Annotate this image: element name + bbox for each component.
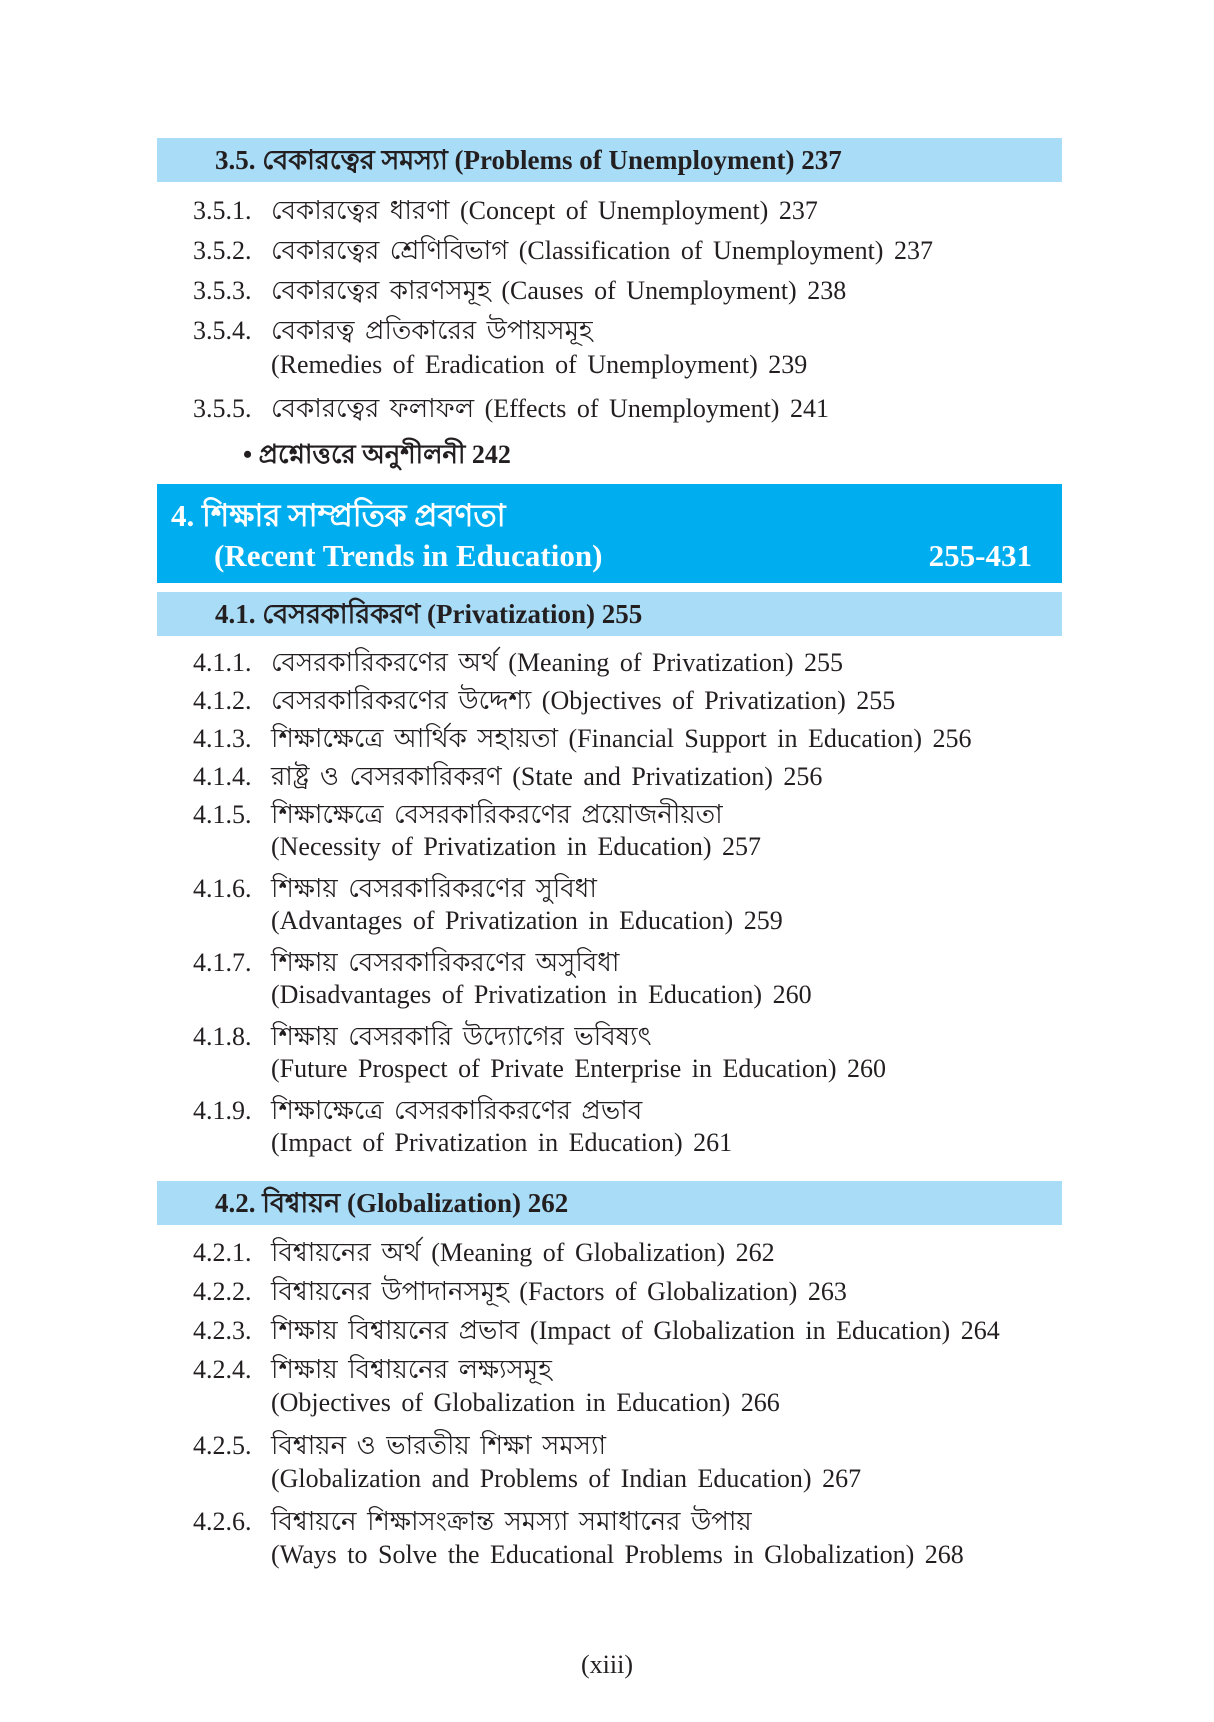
- entry-number: 3.5.2.: [193, 236, 252, 265]
- page-number: (xiii): [581, 1650, 633, 1679]
- entry-title-continued: (Necessity of Privatization in Education) 257: [271, 832, 762, 861]
- entry-number: 4.1.5.: [193, 800, 252, 829]
- entry-title: শিক্ষায় বেসরকারিকরণের সুবিধা: [271, 874, 597, 903]
- entry-title-continued: (Ways to Solve the Educational Problems in Globalization) 268: [271, 1540, 964, 1569]
- section-heading-4-2: 4.2. বিশ্বায়ন (Globalization) 262: [157, 1181, 1062, 1225]
- toc-entry: [193, 310, 593, 354]
- entry-title-continued: (Advantages of Privatization in Education) 259: [271, 906, 783, 935]
- entry-title: বেসরকারিকরণের উদ্দেশ্য (Objectives of Privatization) 255: [271, 686, 896, 715]
- entry-number: 4.2.6.: [193, 1507, 252, 1536]
- chapter-title-bengali: 4. শিক্ষার সাম্প্রতিক প্রবণতা: [171, 498, 506, 533]
- section-heading-4-1: 4.1. বেসরকারিকরণ (Privatization) 255: [157, 592, 1062, 636]
- chapter-title-english: (Recent Trends in Education): [214, 538, 603, 573]
- entry-number: 4.1.8.: [193, 1022, 252, 1051]
- entry-title: বিশ্বায়ন ও ভারতীয় শিক্ষা সমস্যা: [271, 1431, 607, 1460]
- toc-entry: [193, 1349, 552, 1393]
- entry-number: 4.2.2.: [193, 1277, 252, 1306]
- entry-title: বেকারত্বের কারণসমূহ (Causes of Unemployment) 238: [271, 276, 847, 305]
- chapter-4-heading: [157, 484, 1062, 583]
- entry-title: শিক্ষায় বেসরকারি উদ্যোগের ভবিষ্যৎ: [271, 1022, 652, 1051]
- entry-title: বেকারত্বের ধারণা (Concept of Unemployment) 237: [271, 196, 818, 225]
- entry-title-continued: (Globalization and Problems of Indian Education) 267: [271, 1464, 862, 1493]
- entry-title-continued: (Remedies of Eradication of Unemployment) 239: [271, 350, 808, 379]
- entry-title: শিক্ষায় বিশ্বায়নের প্রভাব (Impact of Globalization in Education) 264: [271, 1316, 1000, 1345]
- entry-number: 3.5.4.: [193, 316, 252, 345]
- toc-entry: [193, 190, 818, 234]
- toc-entry: [193, 270, 846, 314]
- entry-title: বেকারত্বের ফলাফল (Effects of Unemployment) 241: [271, 394, 829, 423]
- toc-entry: [193, 388, 829, 432]
- entry-number: 4.2.4.: [193, 1355, 252, 1384]
- entry-title-continued: (Disadvantages of Privatization in Education) 260: [271, 980, 812, 1009]
- toc-entry: [193, 1271, 847, 1315]
- entry-title: শিক্ষাক্ষেত্রে বেসরকারিকরণের প্রয়োজনীয়তা: [271, 800, 723, 829]
- exercise-entry: • প্রশ্নোত্তরে অনুশীলনী 242: [243, 440, 511, 469]
- entry-number: 3.5.5.: [193, 394, 252, 423]
- entry-number: 4.1.4.: [193, 762, 252, 791]
- entry-title: শিক্ষাক্ষেত্রে বেসরকারিকরণের প্রভাব: [271, 1096, 643, 1125]
- entry-number: 4.1.9.: [193, 1096, 252, 1125]
- toc-entry: [193, 1310, 1000, 1354]
- toc-entry: [193, 1425, 606, 1469]
- entry-title-continued: (Objectives of Globalization in Education) 266: [271, 1388, 780, 1417]
- entry-title-continued: (Future Prospect of Private Enterprise in Education) 260: [271, 1054, 887, 1083]
- section-heading-3-5: 3.5. বেকারত্বের সমস্যা (Problems of Unemployment) 237: [157, 138, 1062, 182]
- entry-number: 4.2.1.: [193, 1238, 252, 1267]
- entry-title: বেকারত্ব প্রতিকারের উপায়সমূহ: [271, 316, 593, 345]
- entry-title: বেকারত্বের শ্রেণিবিভাগ (Classification of Unemployment) 237: [271, 236, 933, 265]
- entry-number: 3.5.3.: [193, 276, 252, 305]
- entry-title: বিশ্বায়নের অর্থ (Meaning of Globalization) 262: [271, 1238, 775, 1267]
- entry-title: শিক্ষায় বিশ্বায়নের লক্ষ্যসমূহ: [271, 1355, 552, 1384]
- entry-title-continued: (Impact of Privatization in Education) 261: [271, 1128, 733, 1157]
- toc-entry: [193, 1232, 775, 1276]
- entry-title: বিশ্বায়নের উপাদানসমূহ (Factors of Globalization) 263: [271, 1277, 847, 1306]
- entry-number: 4.1.2.: [193, 686, 252, 715]
- toc-entry: [193, 230, 933, 274]
- entry-title: বেসরকারিকরণের অর্থ (Meaning of Privatization) 255: [271, 648, 844, 677]
- toc-entry: [193, 1501, 752, 1545]
- entry-number: 4.2.5.: [193, 1431, 252, 1460]
- entry-number: 4.2.3.: [193, 1316, 252, 1345]
- entry-number: 3.5.1.: [193, 196, 252, 225]
- entry-title: শিক্ষায় বেসরকারিকরণের অসুবিধা: [271, 948, 620, 977]
- chapter-page-range: 255-431: [928, 538, 1032, 573]
- entry-number: 4.1.3.: [193, 724, 252, 753]
- entry-number: 4.1.1.: [193, 648, 252, 677]
- entry-number: 4.1.6.: [193, 874, 252, 903]
- entry-number: 4.1.7.: [193, 948, 252, 977]
- entry-title: বিশ্বায়নে শিক্ষাসংক্রান্ত সমস্যা সমাধানের উপায়: [271, 1507, 752, 1536]
- entry-title: শিক্ষাক্ষেত্রে আর্থিক সহায়তা (Financial Support in Education) 256: [271, 724, 972, 753]
- entry-title: রাষ্ট্র ও বেসরকারিকরণ (State and Privatization) 256: [271, 762, 823, 791]
